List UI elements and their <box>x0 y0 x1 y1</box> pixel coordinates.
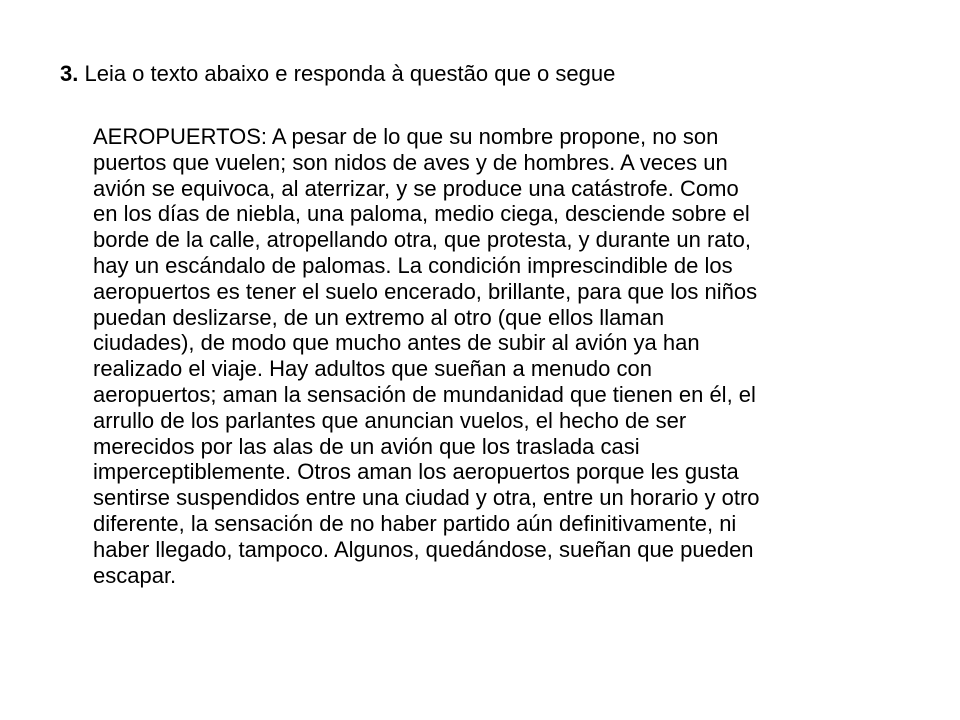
passage-line: puertos que vuelen; son nidos de aves y de hombres. A veces un <box>93 149 728 175</box>
passage-line: realizado el viaje. Hay adultos que sueñan a menudo con <box>93 356 652 382</box>
question-heading <box>60 58 920 90</box>
question-text: Leia o texto abaixo e responda à questão que o segue <box>78 61 616 86</box>
passage-line: escapar. <box>93 562 177 588</box>
passage-line: arrullo de los parlantes que anuncian vuelos, el hecho de ser <box>93 407 687 433</box>
passage-line: ciudades), de modo que mucho antes de subir al avión ya han <box>93 330 700 356</box>
passage-line: puedan deslizarse, de un extremo al otro (que ellos llaman <box>93 304 665 330</box>
passage-line: sentirse suspendidos entre una ciudad y otra, entre un horario y otro <box>93 485 760 511</box>
passage-line: imperceptiblemente. Otros aman los aeropuertos porque les gusta <box>93 459 739 485</box>
passage-line: aeropuertos; aman la sensación de mundanidad que tienen en él, el <box>93 381 756 407</box>
passage-line: avión se equivoca, al aterrizar, y se produce una catástrofe. Como <box>93 175 739 201</box>
passage-text <box>93 124 933 588</box>
passage-line: en los días de niebla, una paloma, medio ciega, desciende sobre el <box>93 201 750 227</box>
passage-line: hay un escándalo de palomas. La condición imprescindible de los <box>93 252 733 278</box>
passage-line: AEROPUERTOS: A pesar de lo que su nombre propone, no son <box>93 124 719 149</box>
passage-line: merecidos por las alas de un avión que los traslada casi <box>93 433 640 459</box>
passage-line: aeropuertos es tener el suelo encerado, brillante, para que los niños <box>93 278 758 304</box>
passage-line: borde de la calle, atropellando otra, que protesta, y durante un rato, <box>93 227 751 253</box>
passage-line: diferente, la sensación de no haber partido aún definitivamente, ni <box>93 510 737 536</box>
passage-line: haber llegado, tampoco. Algunos, quedándose, sueñan que pueden <box>93 536 754 562</box>
question-number: 3. <box>60 61 79 86</box>
